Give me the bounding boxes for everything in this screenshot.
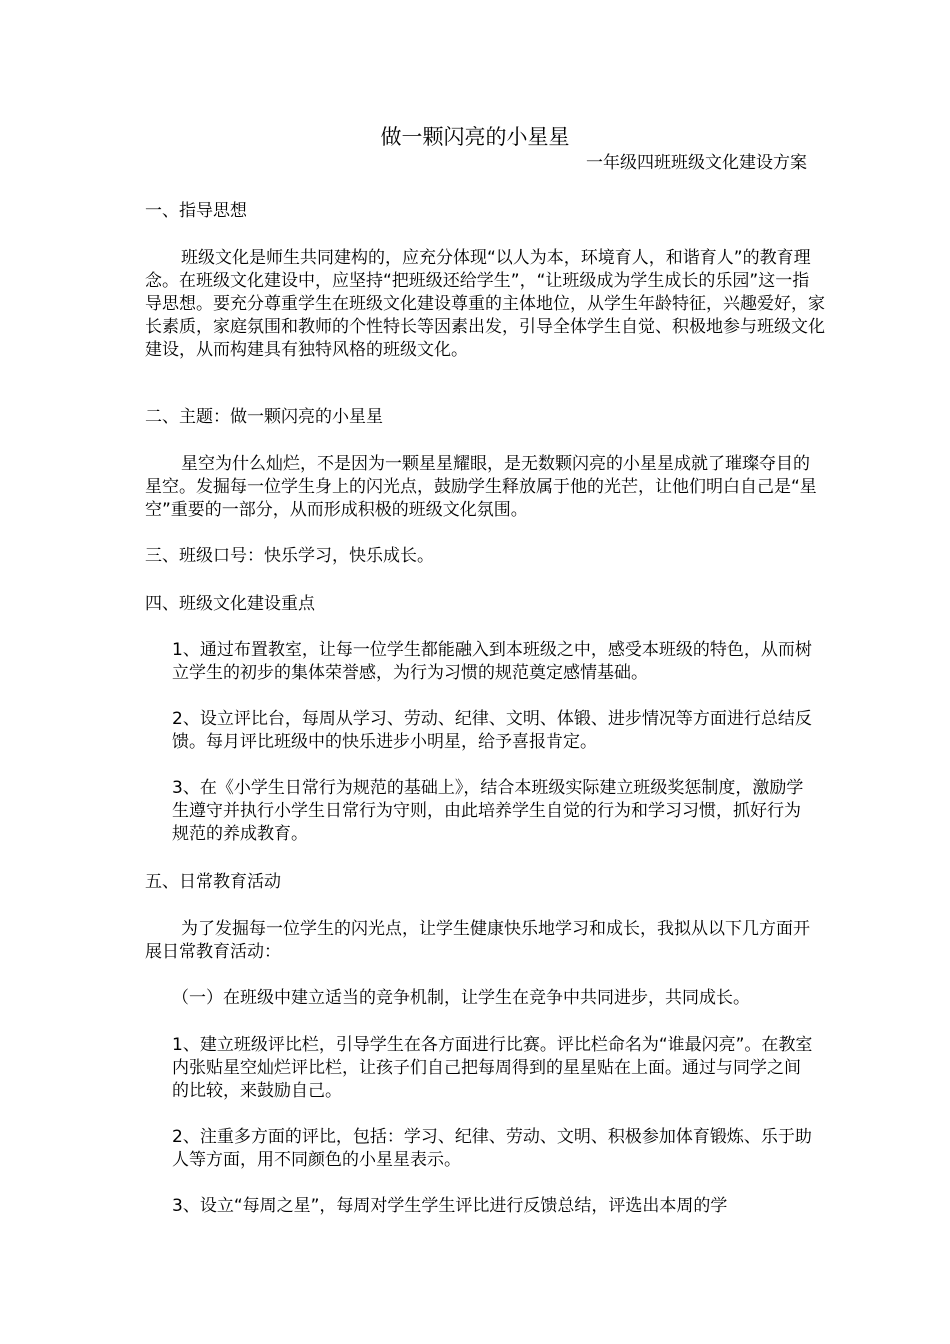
section-paragraph-daily-activities: 为了发掘每一位学生的闪光点，让学生健康快乐地学习和成长，我拟从以下几方面开展日常教育活动： — [145, 919, 810, 962]
section-heading-daily-activities: 五、日常教育活动 — [145, 872, 281, 892]
document-title: 做一颗闪亮的小星星 — [380, 125, 570, 149]
section-heading-slogan: 三、班级口号：快乐学习，快乐成长。 — [145, 546, 434, 566]
section-paragraph-theme: 星空为什么灿烂，不是因为一颗星星耀眼，是无数颗闪亮的小星星成就了璀璨夺目的星空。发掘每一位学生身上的闪光点，鼓励学生释放属于他的光芒，让他们明白自己是“星空”重要的一部分，从而形成积极的班级文化氛围。 — [145, 454, 817, 520]
section-heading-guiding-thought: 一、指导思想 — [145, 201, 247, 221]
list-item: 3、设立“每周之星”，每周对学生学生评比进行反馈总结，评选出本周的学 — [172, 1196, 728, 1216]
list-item: 2、注重多方面的评比，包括：学习、纪律、劳动、文明、积极参加体育锻炼、乐于助人等方面，用不同颜色的小星星表示。 — [172, 1127, 812, 1170]
document-subtitle: 一年级四班班级文化建设方案 — [586, 153, 807, 173]
list-item: 1、通过布置教室，让每一位学生都能融入到本班级之中，感受本班级的特色，从而树立学生的初步的集体荣誉感，为行为习惯的规范奠定感情基础。 — [172, 640, 812, 683]
section-paragraph-guiding-thought: 班级文化是师生共同建构的，应充分体现“以人为本，环境育人，和谐育人”的教育理念。在班级文化建设中，应坚持“把班级还给学生”，“让班级成为学生成长的乐园”这一指导思想。要充分尊重学生在班级文化建设尊重的主体地位，从学生年龄特征，兴趣爱好，家长素质，家庭氛围和教师的个性特长等因素出发，引导全体学生自觉、积极地参与班级文化建设，从而构建具有独特风格的班级文化。 — [145, 248, 825, 360]
list-item: 2、设立评比台，每周从学习、劳动、纪律、文明、体锻、进步情况等方面进行总结反馈。每月评比班级中的快乐进步小明星，给予喜报肯定。 — [172, 709, 812, 752]
list-item: 3、在《小学生日常行为规范的基础上》，结合本班级实际建立班级奖惩制度，激励学生遵守并执行小学生日常行为守则，由此培养学生自觉的行为和学习习惯，抓好行为规范的养成教育。 — [172, 778, 804, 844]
section-heading-theme: 二、主题：做一颗闪亮的小星星 — [145, 407, 383, 427]
section-heading-key-points: 四、班级文化建设重点 — [145, 594, 315, 614]
list-item: 1、建立班级评比栏，引导学生在各方面进行比赛。评比栏命名为“谁最闪亮”。在教室内张贴星空灿烂评比栏，让孩子们自己把每周得到的星星贴在上面。通过与同学之间的比较，来鼓励自己。 — [172, 1035, 813, 1101]
sub-heading-competition: （一）在班级中建立适当的竞争机制，让学生在竞争中共同进步，共同成长。 — [172, 988, 750, 1008]
